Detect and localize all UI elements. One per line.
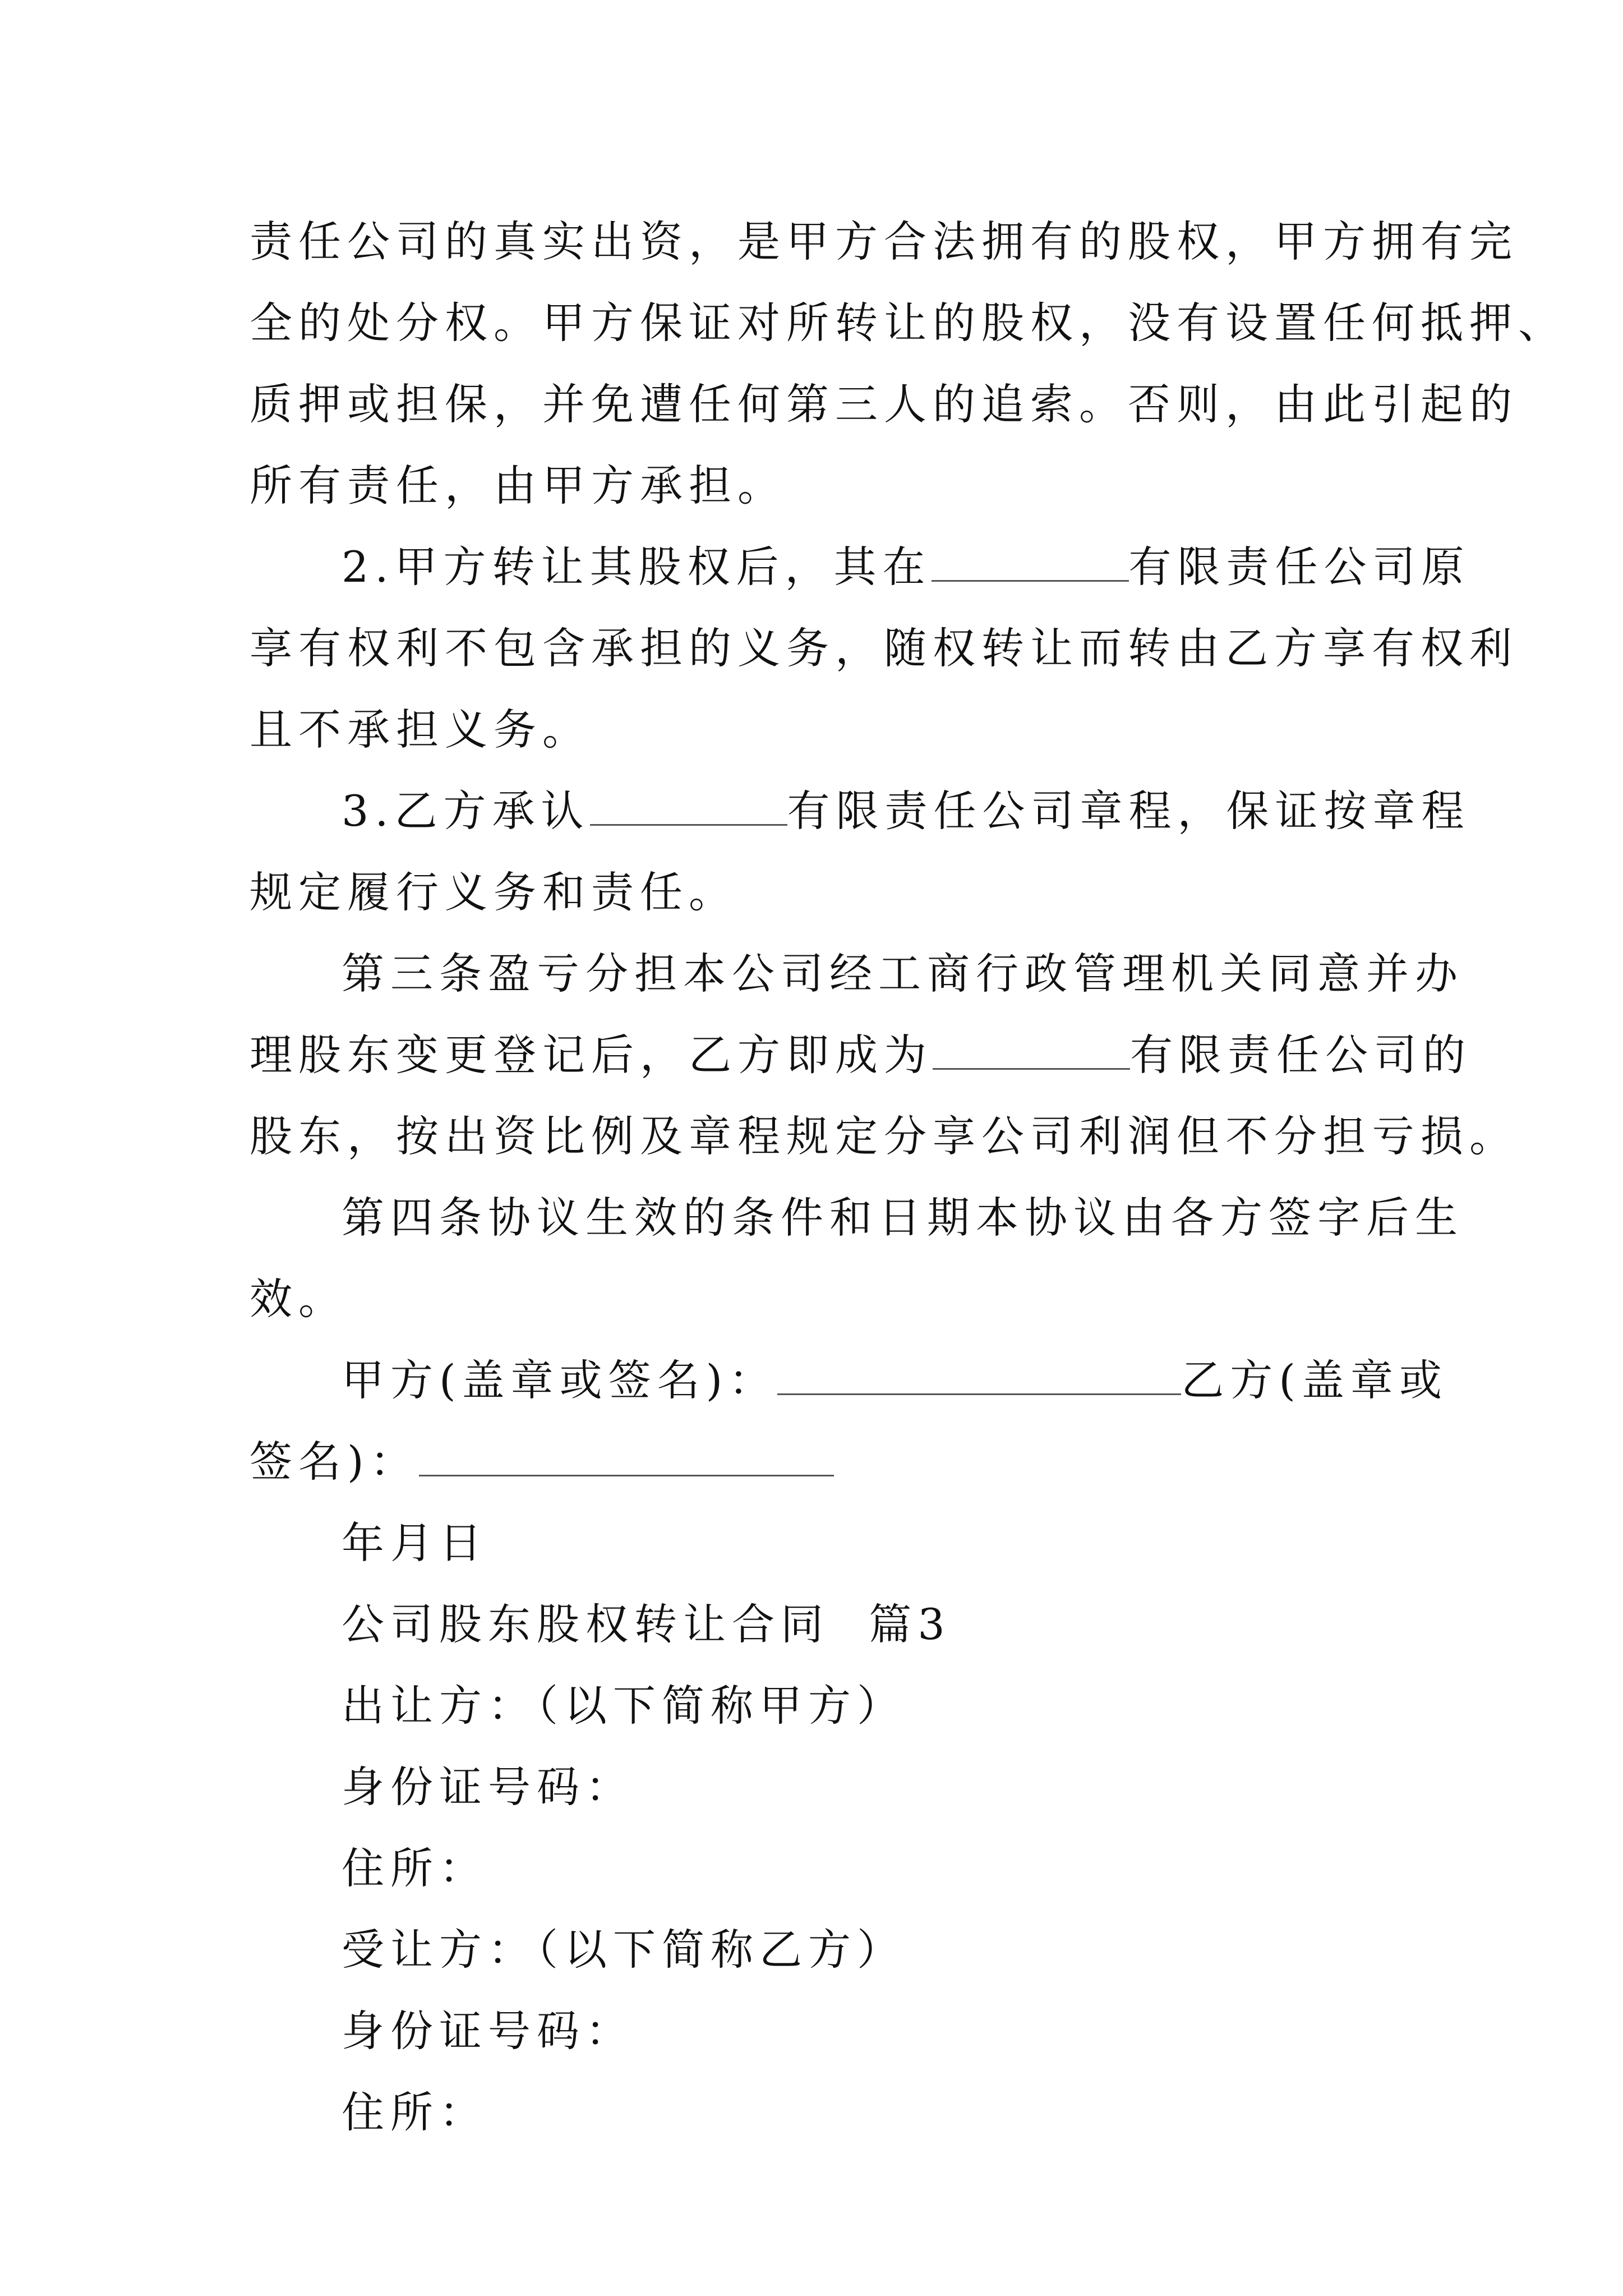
- date-line: [250, 1502, 1399, 1584]
- text-line: 享有权利不包含承担的义务，随权转让而转由乙方享有权利: [250, 623, 1518, 673]
- text-line: 第三条盈亏分担本公司经工商行政管理机关同意并办: [342, 949, 1464, 999]
- clause-3-text-cont: 有限责任公司章程，保证按章程: [787, 786, 1470, 836]
- text-line: 股东，按出资比例及章程规定分享公司利润但不分担亏损。: [250, 1111, 1518, 1161]
- paragraph-article-4: [250, 1177, 1464, 1340]
- paragraph-article-3: [250, 933, 1518, 1177]
- transferee-address-field: 住所：: [342, 2087, 488, 2137]
- party-a-signature-label: 甲方(盖章或签名)：: [342, 1355, 778, 1405]
- clause-2-text-cont: 有限责任公司原: [1128, 542, 1470, 592]
- transferee-id-field: 身份证号码：: [342, 2006, 634, 2056]
- document-body: [250, 201, 1567, 2153]
- text-line: 责任公司的真实出资，是甲方合法拥有的股权，甲方拥有完: [250, 217, 1518, 266]
- section-title: 公司股东股权转让合同 篇3: [342, 1599, 951, 1649]
- text-line: 第四条协议生效的条件和日期本协议由各方签字后生: [342, 1193, 1464, 1243]
- article-3-text-cont: 有限责任公司的: [1130, 1030, 1472, 1080]
- party-fields: [250, 1665, 1399, 2153]
- text-line: [250, 1340, 1448, 1421]
- text-line: 规定履行义务和责任。: [250, 867, 737, 917]
- clause-2-text: 2.甲方转让其股权后，其在: [342, 542, 932, 592]
- company-name-blank[interactable]: [932, 536, 1129, 582]
- transferor-id-field: 身份证号码：: [342, 1762, 634, 1812]
- text-line: 全的处分权。甲方保证对所转让的股权，没有设置任何抵押、: [250, 298, 1567, 348]
- company-name-blank[interactable]: [590, 780, 787, 826]
- article-3-text: 理股东变更登记后，乙方即成为: [250, 1030, 933, 1080]
- text-line: [250, 526, 1470, 608]
- text-line: 质押或担保，并免遭任何第三人的追索。否则，由此引起的: [250, 379, 1518, 429]
- signature-block: [250, 1340, 1448, 1502]
- text-line: [250, 1014, 1472, 1096]
- section-heading: [250, 1584, 1399, 1665]
- party-a-signature-blank[interactable]: [777, 1350, 1181, 1395]
- paragraph-clause-2: [250, 526, 1518, 770]
- transferee-field: 受让方：（以下简称乙方）: [342, 1925, 906, 1975]
- text-line: 效。: [250, 1274, 347, 1324]
- text-line: 所有责任，由甲方承担。: [250, 461, 786, 510]
- company-name-blank[interactable]: [933, 1024, 1130, 1070]
- text-line: [250, 770, 1470, 852]
- paragraph-clause-3: [250, 770, 1470, 933]
- party-b-signature-label-cont: 签名)：: [250, 1437, 419, 1487]
- date-text: 年月日: [342, 1518, 488, 1568]
- transferor-address-field: 住所：: [342, 1843, 488, 1893]
- clause-3-text: 3.乙方承认: [342, 786, 590, 836]
- text-line: 且不承担义务。: [250, 705, 591, 754]
- transferor-field: 出让方：（以下简称甲方）: [342, 1681, 906, 1731]
- text-line: [250, 1421, 1399, 1502]
- party-b-signature-blank[interactable]: [419, 1431, 834, 1476]
- party-b-signature-label: 乙方(盖章或: [1181, 1355, 1448, 1405]
- paragraph-equity-warranty: [250, 201, 1567, 526]
